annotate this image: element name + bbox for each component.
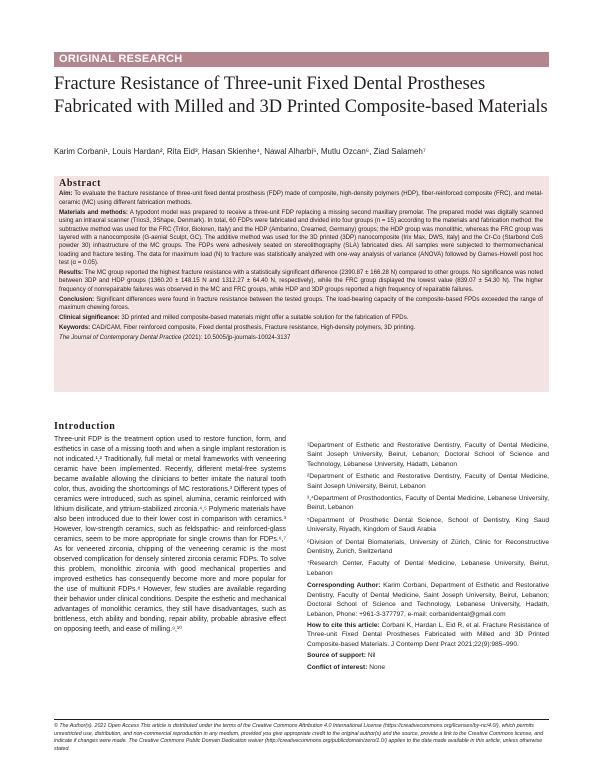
- footer-divider: [54, 719, 549, 720]
- banner-label: ORIGINAL RESEARCH: [59, 53, 183, 65]
- abstract-box: [54, 176, 549, 392]
- conflict-of-interest: Conflict of interest: None: [307, 663, 386, 671]
- abstract-keywords: Keywords: CAD/CAM, Fiber reinforced composite, Fixed dental prosthesis, Fracture resistance, High-density polymers, 3D printing.: [59, 324, 416, 331]
- affiliation-5: ⁶Division of Dental Biomaterials, University of Zürich, Clinic for Reconstructive Dentistry, Zurich, Switzerland: [307, 538, 549, 556]
- affiliation-3: ³,⁴Department of Prosthodontics, Faculty of Dental Medicine, Lebanese University, Beirut, Lebanon: [307, 495, 549, 512]
- affiliation-1: ¹Department of Esthetic and Restorative Dentistry, Faculty of Dental Medicine, Saint Joseph University, Beirut, Lebanon; Doctoral School of Science and Technology, Lebanese University, Hadath, Lebanon: [307, 442, 549, 468]
- abstract-methods: Materials and methods: A typodont model was prepared to receive a three-unit FDP replacing a missing second maxillary premolar. The prepared model was digitally scanned using an intraoral scanner (Trios3, 3Shape, Denmark). In total, 60 FDPs were fabricated and divided into four groups (n = 15) according to the materials and fabrication method: the subtractive method was used for the FRC (Trilor, Bioloren, Italy) and the HDP (Ambarino, Creamed, Germany) groups; the HDP group was monolithic, whereas the FRC group was layered with a nanocomposite (G-aenial Sculpt, GC). The additive method was used for the 3D printed (3DP) nanocomposite (Irix Max, DWS, Italy) and the Cr-Co (Starbond CoS powder 30) infrastructure of the MC groups. The FDPs were adhesively seated on stereolithography (SLA) fabricated dies. All samples were subjected to thermomechanical loading and fracture testing. The data for maximum load (N) to fracture was statistically analyzed with one-way analysis of variance (ANOVA) followed by Games-Howell post hoc test (α = 0.05).: [59, 208, 543, 267]
- abstract-citation: The Journal of Contemporary Dental Practice (2021): 10.5005/jp-journals-10024-3137: [59, 333, 291, 341]
- abstract-conclusion: Conclusion: Significant differences were found in fracture resistance between the tested groups. The load-bearing capacity of the composite-based FPDs exceeded the range of maximum chewing forces.: [59, 295, 543, 312]
- introduction-text: Three-unit FDP is the treatment option used to restore function, form, and esthetics in case of a missing tooth and when a single implant restoration is not indicated.¹,² Traditionally, full metal or metal frameworks with veneering ceramic have been implemented. Recently, different metal-free systems became available allowing the clinicians to better imitate the natural tooth color, thus, avoiding the shortcomings of MC restorations.³ Different types of ceramics were introduced, such as spinel, alumina, ceramic reinforced with lithium disilicate, and yttrium-stabilized zirconia.⁴,⁵ Polymeric materials have also been introduced due to their lower cost in comparison with ceramics.³ However, low-strength ceramics, such as feldspathic- and reinforced-glass ceramics, seem to be more appropriate for single crowns than for FDPs.⁶,⁷ As for veneered zirconia, chipping of the veneering ceramic is the most observed complication for densely sintered zirconia ceramic FDPs. To solve this problem, monolithic zirconia with good mechanical properties and improved esthetics has consequently become more and more popular for the use of multiunit FDPs.⁸ However, few studies are available regarding their behavior under clinical conditions. Despite the esthetic and mechanical advantages of monolithic ceramics, they still have disadvantages, such as brittleness, etch ability and bonding, repair ability, probable abrasive effect on opposing teeth, and ease of milling.⁹,¹⁰: [54, 436, 286, 633]
- abstract-aim: Aim: To evaluate the fracture resistance of three-unit fixed dental prosthesis (FDP) made of composite, high-density polymers (HDP), fiber-reinforced composite (FRC), and metal-ceramic (MC) using different fabrication methods.: [59, 190, 543, 206]
- abstract-clinical-significance: Clinical significance: 3D printed and milled composite-based materials might offer a suitable solution for the fabrication of FPDs.: [59, 314, 409, 322]
- abstract-results: Results: The MC group reported the highest fracture resistance with a statistically significant difference (2390.87 ± 166.28 N) compared to other groups. No significance was noted between 3DP and HDP groups (1360.20 ± 148.15 N and 1312.27 ± 64.40 N, respectively), while the FRC group displayed the lowest value (839.07 ± 54.30 N). The higher frequency of nonrepairable failures was observed in the MC and FRC groups, while HDP and 3DP groups reported a high frequency of repairable failures.: [59, 269, 543, 293]
- affiliation-4: ⁵Department of Prosthetic Dental Science, School of Dentistry, King Saud University, Riyadh, Kingdom of Saudi Arabia: [307, 516, 549, 534]
- how-to-cite: How to cite this article: Corbani K, Hardan L, Eid R, et al. Fracture Resistance of Three-unit Fixed Dental Prostheses Fabricated with Milled and 3D Printed Composite-based Materials. J Contemp Dent Pract 2021;22(9):985–990.: [307, 621, 549, 648]
- author-list: Karim Corbani¹, Louis Hardan², Rita Eid³, Hasan Skienhe⁴, Nawal Alharbi⁵, Mutlu Ozcan⁶, Ziad Salameh⁷: [54, 147, 426, 156]
- source-of-support: Source of support: Nil: [307, 652, 376, 660]
- section-banner: [54, 52, 549, 67]
- affiliation-2: ²Department of Esthetic and Restorative Dentistry, Faculty of Dental Medicine, Saint Joseph University, Beirut, Lebanon: [307, 473, 549, 490]
- corresponding-author: Corresponding Author: Karim Corbani, Department of Esthetic and Restorative Dentistry, Faculty of Dental Medicine, Saint Joseph University, Beirut, Lebanon; Doctoral School of Science and Technology, Lebanese University, Hadath, Lebanon, Phone: +961-3-377797, e-mail: corbanidental@gmail.com: [307, 582, 550, 618]
- article-info-column: [307, 441, 549, 674]
- article-title: Fracture Resistance of Three-unit Fixed Dental Prostheses Fabricated with Milled and 3D Printed Composite-based Materials: [54, 74, 548, 117]
- introduction-column: [54, 421, 286, 635]
- affiliation-6: ⁷Research Center, Faculty of Dental Medicine, Lebanese University, Beirut, Lebanon: [307, 560, 549, 577]
- license-footer: © The Author(s). 2021 Open Access This article is distributed under the terms of the Creative Commons Attribution 4.0 International License (https://creativecommons.org/licenses/by-nc/4.0/), which permits unrestricted use, distribution, and non-commercial reproduction in any medium, provided you give appropriate credit to the original author(s) and the source, provide a link to the Creative Commons license, and indicate if changes were made. The Creative Commons Public Domain Dedication waiver (http://creativecommons.org/publicdomain/zero/1.0/) applies to the data made available in this article, unless otherwise stated.: [54, 723, 544, 752]
- abstract-heading: Abstract: [59, 178, 102, 189]
- introduction-heading: Introduction: [54, 421, 116, 432]
